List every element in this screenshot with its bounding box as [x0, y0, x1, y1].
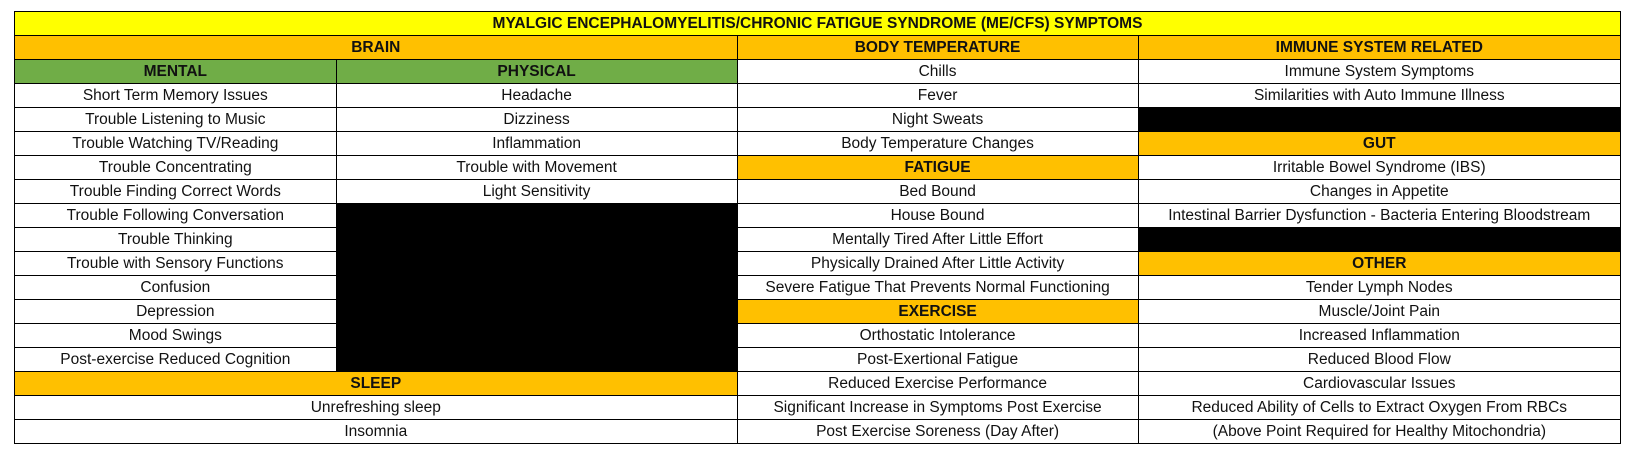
title-row: [15, 12, 1621, 36]
mental-item: Trouble Thinking: [15, 228, 337, 252]
table-row: [15, 300, 1621, 324]
gut-item: Changes in Appetite: [1138, 180, 1620, 204]
exercise-item: Post-Exertional Fatigue: [737, 348, 1138, 372]
body-temperature-header: BODY TEMPERATURE: [737, 36, 1138, 60]
physical-item: Light Sensitivity: [336, 180, 737, 204]
gut-item: Irritable Bowel Syndrome (IBS): [1138, 156, 1620, 180]
other-item: Reduced Blood Flow: [1138, 348, 1620, 372]
exercise-item: Reduced Exercise Performance: [737, 372, 1138, 396]
physical-header: PHYSICAL: [336, 60, 737, 84]
exercise-item: Significant Increase in Symptoms Post Exercise: [737, 396, 1138, 420]
sleep-header: SLEEP: [15, 372, 738, 396]
other-item: Tender Lymph Nodes: [1138, 276, 1620, 300]
physical-item: Headache: [336, 84, 737, 108]
sleep-item: Insomnia: [15, 420, 738, 444]
mental-item: Trouble Finding Correct Words: [15, 180, 337, 204]
gut-header: GUT: [1138, 132, 1620, 156]
physical-item: Trouble with Movement: [336, 156, 737, 180]
brain-header: BRAIN: [15, 36, 738, 60]
table-row: [15, 252, 1621, 276]
blank-cell: [336, 204, 737, 372]
table-row: [15, 276, 1621, 300]
body-temperature-item: Fever: [737, 84, 1138, 108]
physical-item: Dizziness: [336, 108, 737, 132]
mental-item: Trouble Listening to Music: [15, 108, 337, 132]
table-row: [15, 372, 1621, 396]
other-item: Reduced Ability of Cells to Extract Oxygen From RBCs: [1138, 396, 1620, 420]
exercise-header: EXERCISE: [737, 300, 1138, 324]
mental-item: Mood Swings: [15, 324, 337, 348]
table-row: [15, 84, 1621, 108]
blank-cell: [1138, 228, 1620, 252]
mental-item: Trouble Watching TV/Reading: [15, 132, 337, 156]
mental-item: Trouble Following Conversation: [15, 204, 337, 228]
table-row: [15, 396, 1621, 420]
fatigue-header: FATIGUE: [737, 156, 1138, 180]
fatigue-item: Mentally Tired After Little Effort: [737, 228, 1138, 252]
mental-item: Post-exercise Reduced Cognition: [15, 348, 337, 372]
table-row: [15, 180, 1621, 204]
table-row: [15, 132, 1621, 156]
fatigue-item: Physically Drained After Little Activity: [737, 252, 1138, 276]
table-row: [15, 204, 1621, 228]
table-row: [15, 108, 1621, 132]
blank-cell: [1138, 108, 1620, 132]
other-item: (Above Point Required for Healthy Mitochondria): [1138, 420, 1620, 444]
other-item: Cardiovascular Issues: [1138, 372, 1620, 396]
body-temperature-item: Body Temperature Changes: [737, 132, 1138, 156]
fatigue-item: House Bound: [737, 204, 1138, 228]
mental-item: Trouble Concentrating: [15, 156, 337, 180]
other-item: Muscle/Joint Pain: [1138, 300, 1620, 324]
gut-item: Intestinal Barrier Dysfunction - Bacteria Entering Bloodstream: [1138, 204, 1620, 228]
fatigue-item: Severe Fatigue That Prevents Normal Functioning: [737, 276, 1138, 300]
mental-header: MENTAL: [15, 60, 337, 84]
table-row: [15, 36, 1621, 60]
sleep-item: Unrefreshing sleep: [15, 396, 738, 420]
symptoms-table: [14, 11, 1621, 444]
body-temperature-item: Night Sweats: [737, 108, 1138, 132]
exercise-item: Post Exercise Soreness (Day After): [737, 420, 1138, 444]
exercise-item: Orthostatic Intolerance: [737, 324, 1138, 348]
table-row: [15, 60, 1621, 84]
body-temperature-item: Chills: [737, 60, 1138, 84]
physical-item: Inflammation: [336, 132, 737, 156]
other-item: Increased Inflammation: [1138, 324, 1620, 348]
table-row: [15, 420, 1621, 444]
table-row: [15, 156, 1621, 180]
table-row: [15, 348, 1621, 372]
other-header: OTHER: [1138, 252, 1620, 276]
fatigue-item: Bed Bound: [737, 180, 1138, 204]
immune-item: Immune System Symptoms: [1138, 60, 1620, 84]
table-row: [15, 324, 1621, 348]
mental-item: Short Term Memory Issues: [15, 84, 337, 108]
mental-item: Trouble with Sensory Functions: [15, 252, 337, 276]
sheet-title: MYALGIC ENCEPHALOMYELITIS/CHRONIC FATIGUE SYNDROME (ME/CFS) SYMPTOMS: [15, 12, 1621, 36]
immune-item: Similarities with Auto Immune Illness: [1138, 84, 1620, 108]
mental-item: Confusion: [15, 276, 337, 300]
immune-header: IMMUNE SYSTEM RELATED: [1138, 36, 1620, 60]
table-row: [15, 228, 1621, 252]
mental-item: Depression: [15, 300, 337, 324]
